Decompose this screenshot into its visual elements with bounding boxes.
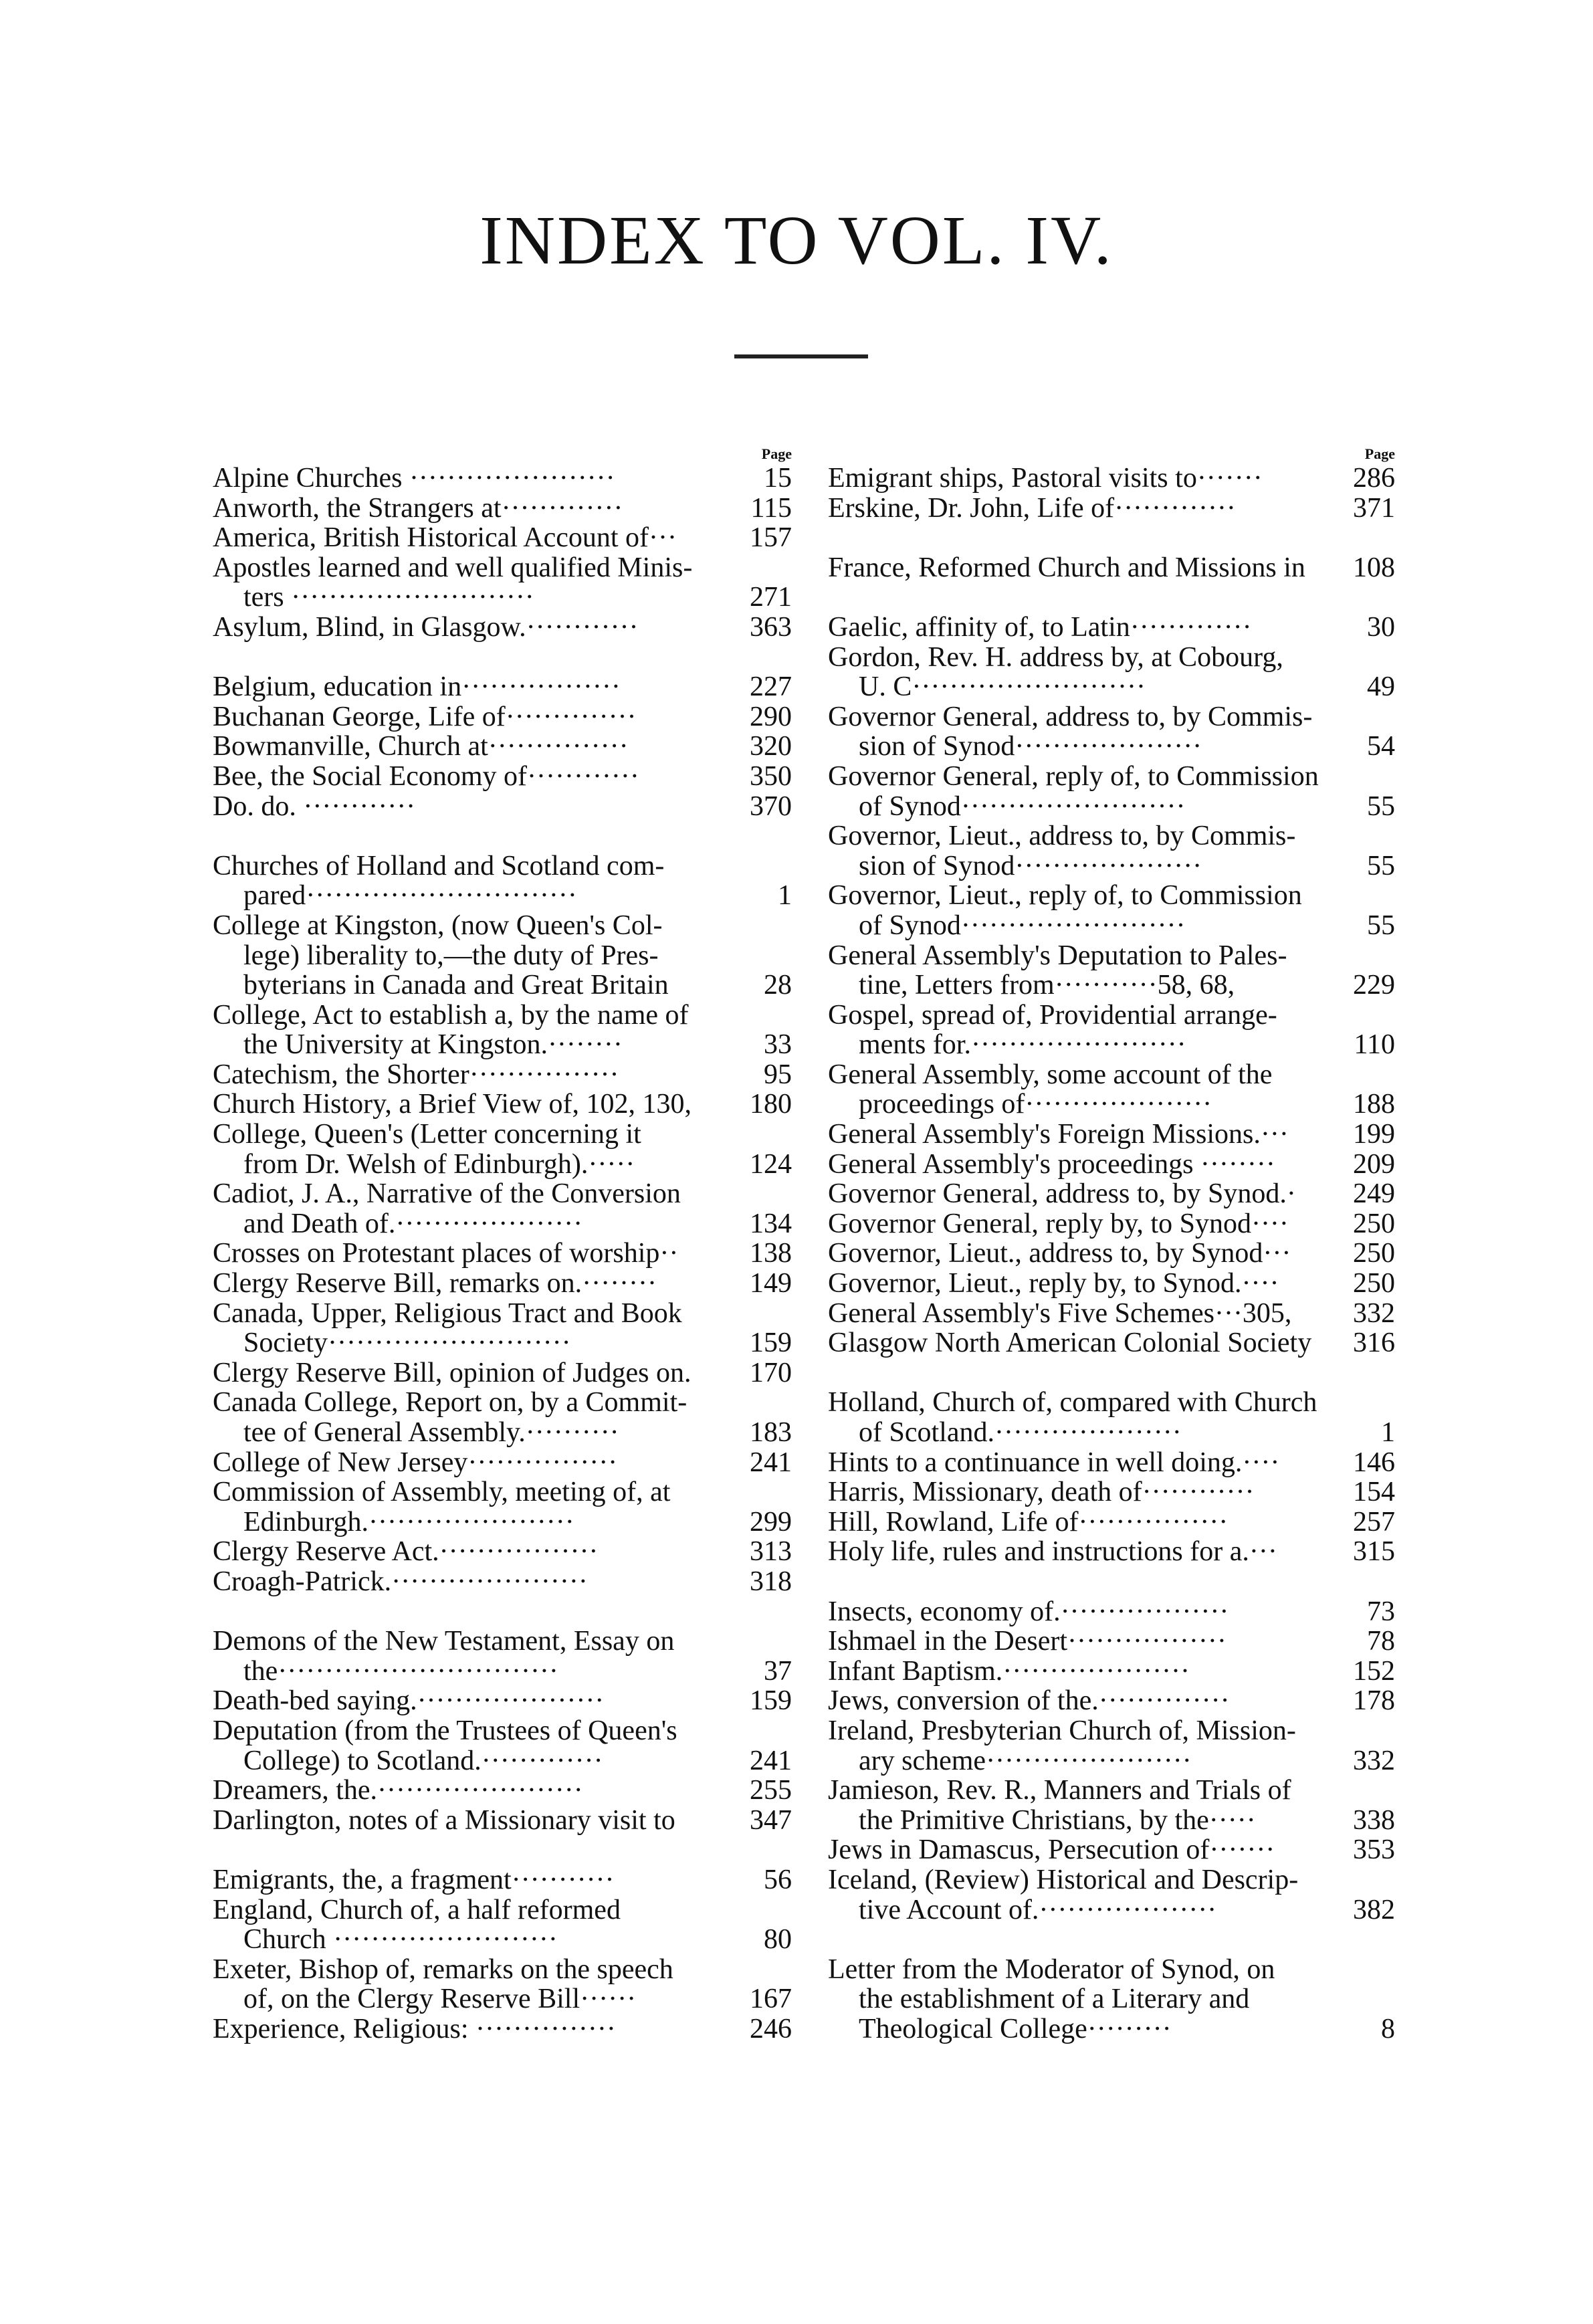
entry-page-number: 313 [750,1536,792,1568]
section-gap [213,643,792,673]
entry-page-number: 257 [1353,1506,1395,1538]
entry-page-number: 318 [750,1566,792,1597]
entry-text: America, British Historical Account of··· [213,522,677,554]
entry-text: sion of Synod···················· [859,731,1202,762]
index-entry [828,1269,1395,1299]
entry-page-number: 55 [1367,910,1395,941]
entry-text: Governor General, address to, by Synod.· [828,1178,1296,1210]
entry-text: Infant Baptism.···················· [828,1655,1190,1687]
entry-text: Letter from the Moderator of Synod, on [828,1953,1275,1985]
entry-text: Cadiot, J. A., Narrative of the Conversion [213,1178,681,1210]
entry-text: College, Queen's (Letter concerning it [213,1119,641,1150]
index-entry [213,1626,792,1686]
entry-text: Governor, Lieut., address to, by Synod··· [828,1238,1291,1269]
entry-text: Governor, Lieut., reply by, to Synod.···· [828,1268,1279,1299]
entry-text: France, Reformed Church and Missions in [828,552,1305,583]
entry-text: Holy life, rules and instructions for a.··· [828,1536,1277,1568]
entry-text: Buchanan George, Life of·············· [213,701,637,732]
entry-page-number: 78 [1367,1626,1395,1657]
entry-text: Church ························ [243,1924,558,1956]
entry-text: Croagh-Patrick.····················· [213,1566,588,1597]
entry-text: Experience, Religious: ··············· [213,2013,616,2044]
entry-page-number: 250 [1353,1208,1395,1239]
entry-page-number: 138 [750,1238,792,1269]
entry-text: of Scotland.···················· [859,1417,1182,1448]
index-entry [828,1507,1395,1538]
index-entry [828,1686,1395,1716]
entry-page-number: 154 [1353,1477,1395,1508]
entry-text: Death-bed saying.···················· [213,1685,605,1717]
index-entry [828,1448,1395,1478]
entry-text: Churches of Holland and Scotland com- [213,850,665,881]
index-entry [828,494,1395,524]
index-entry [213,1776,792,1806]
index-entry [828,1239,1395,1269]
entry-text: Commission of Assembly, meeting of, at [213,1477,671,1508]
entry-text: Asylum, Blind, in Glasgow.············ [213,611,639,643]
entry-page-number: 290 [750,701,792,732]
entry-text: Glasgow North American Colonial Society [828,1328,1312,1359]
entry-text: Canada College, Report on, by a Commit- [213,1387,687,1418]
index-entry [828,1299,1395,1329]
index-entry [213,1865,792,1895]
entry-page-number: 146 [1353,1447,1395,1478]
entry-text: of Synod························ [859,910,1186,941]
entry-page-number: 370 [750,790,792,822]
index-entry [828,1537,1395,1567]
entry-text: Darlington, notes of a Missionary visit to [213,1804,675,1836]
entry-text: Ireland, Presbyterian Church of, Mission- [828,1715,1296,1746]
entry-text: Demons of the New Testament, Essay on [213,1626,675,1657]
entry-text: Apostles learned and well qualified Minis- [213,552,693,583]
section-gap [828,583,1395,613]
entry-text: tive Account of.··················· [859,1894,1217,1925]
index-entry [213,1179,792,1239]
entry-page-number: 115 [750,492,792,524]
entry-text: General Assembly's Foreign Missions.··· [828,1119,1289,1150]
entry-text: General Assembly's Five Schemes···305, [828,1297,1292,1329]
index-entry [213,1716,792,1776]
entry-page-number: 178 [1353,1685,1395,1717]
entry-text: Belgium, education in················· [213,671,621,703]
entry-text: pared····························· [243,880,577,912]
entry-text: sion of Synod···················· [859,850,1202,881]
index-entry [828,1776,1395,1835]
entry-text: ary scheme······················ [859,1745,1192,1776]
entry-text: U. C························· [859,671,1146,703]
index-entry [213,1060,792,1090]
entry-text: Bee, the Social Economy of············ [213,760,639,792]
entry-text: Jews, conversion of the.·············· [828,1685,1230,1717]
page-column-label: Page [761,445,792,462]
entry-text: Gordon, Rev. H. address by, at Cobourg, [828,641,1283,673]
index-entry [828,941,1395,1000]
index-entry [828,1120,1395,1150]
index-entry [828,702,1395,762]
index-entry [213,732,792,762]
entry-text: Erskine, Dr. John, Life of············· [828,492,1236,524]
index-entry [213,1388,792,1447]
entry-page-number: 255 [750,1775,792,1806]
entry-page-number: 382 [1353,1894,1395,1925]
entry-page-number: 30 [1367,611,1395,643]
index-entry [828,1179,1395,1209]
entry-text: from Dr. Welsh of Edinburgh).····· [243,1148,635,1180]
entry-page-number: 149 [750,1268,792,1299]
entry-page-number: 159 [750,1685,792,1717]
index-entry [828,821,1395,881]
index-entry [828,643,1395,702]
entry-text: the University at Kingston.········ [243,1029,623,1061]
entry-page-number: 152 [1353,1655,1395,1687]
entry-text: Church History, a Brief View of, 102, 130, [213,1089,692,1120]
entry-text: Society·························· [243,1328,571,1359]
index-entry [828,1060,1395,1120]
entry-text: Do. do. ············ [213,790,416,822]
section-gap [213,821,792,851]
entry-page-number: 124 [750,1148,792,1180]
entry-text: Iceland, (Review) Historical and Descrip- [828,1864,1299,1895]
entry-text: Bowmanville, Church at··············· [213,731,629,762]
index-entry [828,1955,1395,2044]
entry-page-number: 167 [750,1984,792,2015]
index-entry [213,1955,792,2014]
entry-page-number: 15 [764,463,792,494]
entry-text: College) to Scotland.············· [243,1745,603,1776]
index-entry [213,553,792,613]
entry-page-number: 1 [778,880,792,912]
index-entry [828,463,1395,494]
index-entry [828,1209,1395,1239]
index-entry [213,1120,792,1179]
entry-page-number: 56 [764,1864,792,1895]
entry-page-number: 353 [1353,1834,1395,1866]
entry-page-number: 55 [1367,790,1395,822]
entry-text: Governor, Lieut., reply of, to Commission [828,880,1302,912]
entry-page-number: 134 [750,1208,792,1239]
entry-text: Theological College········· [859,2013,1172,2044]
index-entry [213,613,792,643]
entry-page-number: 332 [1353,1297,1395,1329]
index-entry [828,881,1395,940]
index-entry [213,1269,792,1299]
index-entry [828,1388,1395,1447]
entry-page-number: 315 [1353,1536,1395,1568]
entry-page-number: 241 [750,1447,792,1478]
entry-page-number: 1 [1381,1417,1395,1448]
entry-text: Governor General, reply of, to Commission [828,760,1319,792]
index-entry [828,1626,1395,1657]
index-entry [213,911,792,1000]
entry-text: General Assembly, some account of the [828,1059,1273,1090]
entry-text: Dreamers, the.······················ [213,1775,583,1806]
entry-page-number: 371 [1353,492,1395,524]
index-entry [828,1597,1395,1627]
index-entry [828,553,1395,583]
entry-page-number: 159 [750,1328,792,1359]
left-column [213,445,792,2044]
entry-page-number: 209 [1353,1148,1395,1180]
entry-text: Jamieson, Rev. R., Manners and Trials of [828,1775,1291,1806]
right-column [828,445,1395,2044]
entry-page-number: 54 [1367,731,1395,762]
index-entry [828,1150,1395,1180]
index-entry [213,1686,792,1716]
entry-text: Alpine Churches ······················ [213,463,615,494]
entry-text: England, Church of, a half reformed [213,1894,621,1925]
entry-text: of Synod························ [859,790,1186,822]
entry-text: and Death of.···················· [243,1208,583,1239]
index-entry [828,613,1395,643]
entry-text: Gospel, spread of, Providential arrange- [828,999,1277,1031]
index-entry [828,1328,1395,1358]
entry-page-number: 170 [750,1357,792,1388]
entry-page-number: 250 [1353,1238,1395,1269]
entry-page-number: 347 [750,1804,792,1836]
index-entry [213,762,792,792]
entry-page-number: 80 [764,1924,792,1956]
entry-text: College of New Jersey················ [213,1447,618,1478]
index-entry [213,851,792,911]
index-entry [213,1000,792,1060]
entry-text: Hill, Rowland, Life of················ [828,1506,1229,1538]
entry-page-number: 350 [750,760,792,792]
index-entry [213,1089,792,1120]
entry-text: the establishment of a Literary and [859,1984,1250,2015]
section-gap [828,1567,1395,1597]
entry-text: Hints to a continuance in well doing.···· [828,1447,1280,1478]
entry-text: Catechism, the Shorter················ [213,1059,619,1090]
index-entry [213,1239,792,1269]
left-entries [213,463,792,2044]
entry-text: Deputation (from the Trustees of Queen's [213,1715,677,1746]
entry-page-number: 110 [1354,1029,1395,1061]
entry-text: College at Kingston, (now Queen's Col- [213,910,663,941]
section-gap [213,1597,792,1627]
entry-page-number: 363 [750,611,792,643]
entry-page-number: 73 [1367,1596,1395,1627]
entry-page-number: 55 [1367,850,1395,881]
entry-text: tine, Letters from···········58, 68, [859,970,1235,1001]
page-column-label: Page [1364,445,1395,462]
index-entry [213,672,792,702]
entry-text: Governor General, reply by, to Synod···· [828,1208,1289,1239]
entry-text: Crosses on Protestant places of worship·· [213,1238,679,1269]
entry-text: Exeter, Bishop of, remarks on the speech [213,1953,673,1985]
index-entry [213,523,792,553]
entry-page-number: 180 [750,1089,792,1120]
entry-page-number: 286 [1353,463,1395,494]
section-gap [828,523,1395,553]
index-entry [828,1477,1395,1507]
index-entry [213,1806,792,1836]
entry-page-number: 229 [1353,970,1395,1001]
entry-text: byterians in Canada and Great Britain [243,970,669,1001]
entry-text: General Assembly's Deputation to Pales- [828,940,1287,971]
entry-text: Harris, Missionary, death of············ [828,1477,1255,1508]
entry-text: lege) liberality to,—the duty of Pres- [243,940,659,971]
entry-text: the Primitive Christians, by the····· [859,1804,1256,1836]
entry-text: the······························ [243,1655,558,1687]
index-entry [213,1477,792,1537]
index-entry [213,463,792,494]
section-gap [828,1925,1395,1955]
entry-page-number: 33 [764,1029,792,1061]
entry-page-number: 299 [750,1506,792,1538]
entry-page-number: 332 [1353,1745,1395,1776]
entry-page-number: 227 [750,671,792,703]
entry-text: Jews in Damascus, Persecution of······· [828,1834,1275,1866]
index-entry [828,1000,1395,1060]
entry-text: College, Act to establish a, by the name of [213,999,689,1031]
entry-text: Anworth, the Strangers at············· [213,492,623,524]
entry-page-number: 271 [750,582,792,613]
section-gap [828,1358,1395,1388]
entry-text: Edinburgh.······················ [243,1506,574,1538]
entry-page-number: 320 [750,731,792,762]
entry-page-number: 199 [1353,1119,1395,1150]
entry-text: Gaelic, affinity of, to Latin············· [828,611,1252,643]
index-entry [213,1299,792,1358]
entry-text: ments for.······················· [859,1029,1186,1061]
entry-page-number: 246 [750,2013,792,2044]
entry-page-number: 316 [1353,1328,1395,1359]
entry-page-number: 28 [764,970,792,1001]
page-title: INDEX TO VOL. IV. [480,202,1113,279]
index-entry [828,1835,1395,1865]
title-rule [734,354,868,358]
entry-page-number: 108 [1353,552,1395,583]
entry-page-number: 49 [1367,671,1395,703]
entry-text: Governor General, address to, by Commis- [828,701,1313,732]
index-entry [828,762,1395,821]
index-entry [213,1567,792,1597]
entry-text: Emigrants, the, a fragment··········· [213,1864,615,1895]
entry-text: Canada, Upper, Religious Tract and Book [213,1297,682,1329]
entry-page-number: 338 [1353,1804,1395,1836]
entry-text: Ishmael in the Desert················· [828,1626,1227,1657]
entry-text: proceedings of···················· [859,1089,1212,1120]
index-entry [213,1448,792,1478]
index-entry [213,2014,792,2044]
index-entry [213,1358,792,1388]
entry-text: Insects, economy of.·················· [828,1596,1229,1627]
entry-page-number: 188 [1353,1089,1395,1120]
entry-page-number: 249 [1353,1178,1395,1210]
index-entry [213,494,792,524]
entry-text: of, on the Clergy Reserve Bill······ [243,1984,637,2015]
index-entry [828,1716,1395,1776]
right-entries [828,463,1395,2044]
entry-text: Clergy Reserve Bill, remarks on.········ [213,1268,657,1299]
index-entry [213,1537,792,1567]
index-entry [213,702,792,732]
entry-text: Emigrant ships, Pastoral visits to······· [828,463,1263,494]
index-entry [213,792,792,822]
entry-page-number: 250 [1353,1268,1395,1299]
index-entry [828,1865,1395,1925]
section-gap [213,1835,792,1865]
entry-text: ters ·························· [243,582,534,613]
entry-page-number: 241 [750,1745,792,1776]
entry-page-number: 183 [750,1417,792,1448]
entry-text: tee of General Assembly.·········· [243,1417,619,1448]
entry-text: Holland, Church of, compared with Church [828,1387,1317,1418]
index-entry [828,1657,1395,1687]
entry-page-number: 37 [764,1655,792,1687]
entry-text: General Assembly's proceedings ········ [828,1148,1275,1180]
entry-page-number: 8 [1381,2013,1395,2044]
entry-text: Clergy Reserve Act.················· [213,1536,599,1568]
entry-text: Clergy Reserve Bill, opinion of Judges on. [213,1357,692,1388]
entry-page-number: 95 [764,1059,792,1090]
entry-text: Governor, Lieut., address to, by Commis- [828,821,1296,852]
entry-page-number: 157 [750,522,792,554]
index-entry [213,1895,792,1955]
